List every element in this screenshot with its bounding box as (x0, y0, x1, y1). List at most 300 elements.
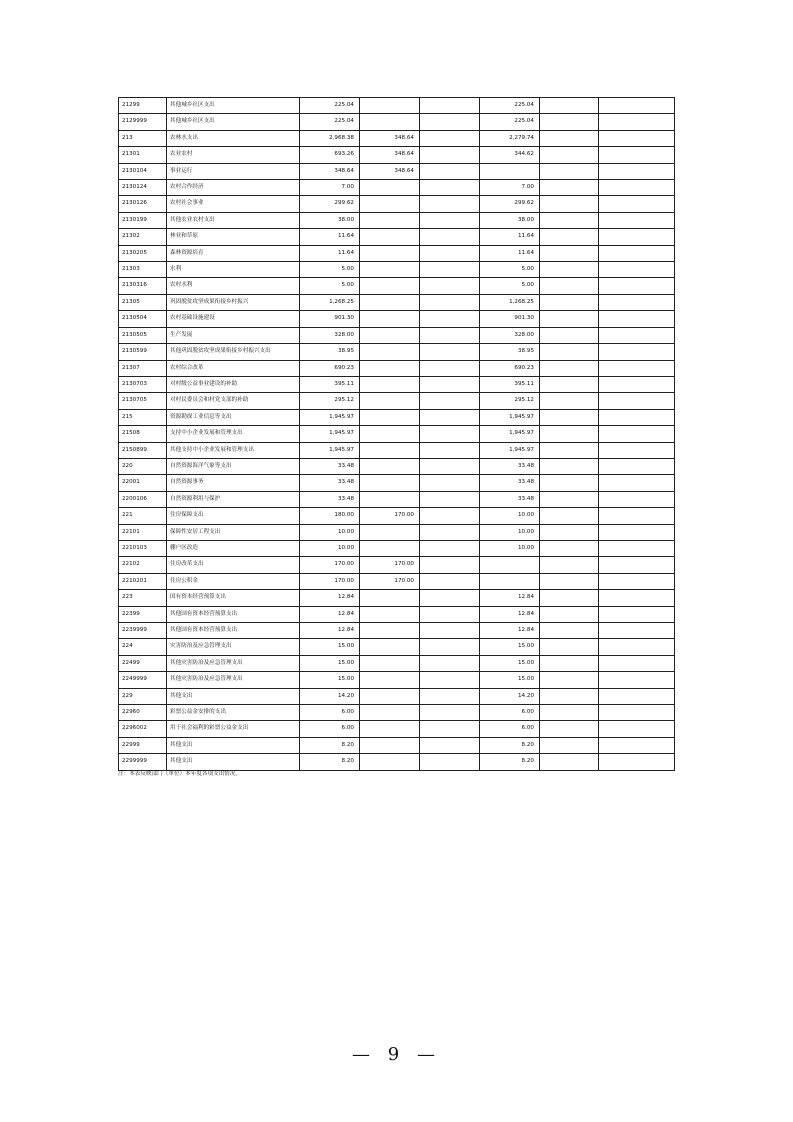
row-code: 2150899 (119, 442, 167, 458)
table-row (119, 623, 675, 639)
row-code: 2130126 (119, 196, 167, 212)
row-code: 220 (119, 458, 167, 474)
row-empty-cell (540, 147, 599, 163)
row-empty-cell (599, 229, 675, 245)
table-row (119, 721, 675, 737)
row-basic (360, 639, 420, 655)
row-empty-cell (420, 344, 480, 360)
row-basic (360, 688, 420, 704)
row-basic (360, 475, 420, 491)
row-project (480, 573, 540, 589)
row-total: 5.00 (300, 262, 360, 278)
row-total: 12.84 (300, 623, 360, 639)
row-empty-cell (420, 524, 480, 540)
row-total: 395.11 (300, 376, 360, 392)
table-row (119, 754, 675, 770)
row-empty-cell (540, 98, 599, 114)
row-code: 21508 (119, 426, 167, 442)
row-empty-cell (540, 212, 599, 228)
row-basic (360, 491, 420, 507)
row-basic (360, 278, 420, 294)
row-project: 395.11 (480, 376, 540, 392)
row-name: 其他灾害防治及应急管理支出 (167, 655, 300, 671)
row-total: 7.00 (300, 180, 360, 196)
row-code: 22999 (119, 737, 167, 753)
row-empty-cell (599, 458, 675, 474)
row-basic (360, 721, 420, 737)
row-empty-cell (599, 705, 675, 721)
row-code: 221 (119, 508, 167, 524)
row-project: 344.62 (480, 147, 540, 163)
row-name: 生产发展 (167, 327, 300, 343)
table-note: 注：本表反映部门（单位）本年度各项支出情况。 (118, 771, 242, 777)
table-row (119, 590, 675, 606)
row-name: 住房保障支出 (167, 508, 300, 524)
row-name: 其他国有资本经营预算支出 (167, 606, 300, 622)
row-project: 8.20 (480, 754, 540, 770)
row-empty-cell (599, 376, 675, 392)
row-total: 299.62 (300, 196, 360, 212)
row-total: 2,968.38 (300, 130, 360, 146)
row-code: 223 (119, 590, 167, 606)
row-project: 7.00 (480, 180, 540, 196)
row-empty-cell (420, 672, 480, 688)
table-row (119, 245, 675, 261)
row-name: 其他支持中小企业发展和管理支出 (167, 442, 300, 458)
table-row (119, 442, 675, 458)
row-code: 2210103 (119, 540, 167, 556)
row-empty-cell (540, 623, 599, 639)
row-code: 2130504 (119, 311, 167, 327)
row-total: 10.00 (300, 524, 360, 540)
row-basic (360, 376, 420, 392)
row-empty-cell (420, 376, 480, 392)
row-basic (360, 426, 420, 442)
row-code: 2129999 (119, 114, 167, 130)
table-row (119, 491, 675, 507)
row-name: 事业运行 (167, 163, 300, 179)
row-empty-cell (420, 491, 480, 507)
row-basic (360, 442, 420, 458)
row-name: 对村民委员会和村党支部的补助 (167, 393, 300, 409)
row-code: 22399 (119, 606, 167, 622)
row-empty-cell (599, 590, 675, 606)
row-basic: 170.00 (360, 508, 420, 524)
row-project: 1,268.25 (480, 294, 540, 310)
row-empty-cell (599, 606, 675, 622)
row-empty-cell (540, 409, 599, 425)
row-project: 10.00 (480, 524, 540, 540)
row-code: 224 (119, 639, 167, 655)
row-empty-cell (420, 590, 480, 606)
row-project: 33.48 (480, 475, 540, 491)
row-project: 14.20 (480, 688, 540, 704)
row-project: 11.64 (480, 229, 540, 245)
row-basic (360, 705, 420, 721)
row-project: 12.84 (480, 606, 540, 622)
row-project: 10.00 (480, 508, 540, 524)
row-project: 10.00 (480, 540, 540, 556)
row-total: 38.00 (300, 212, 360, 228)
row-empty-cell (540, 426, 599, 442)
row-total: 38.95 (300, 344, 360, 360)
row-basic (360, 311, 420, 327)
row-empty-cell (599, 491, 675, 507)
row-name: 其他城乡社区支出 (167, 98, 300, 114)
row-empty-cell (540, 557, 599, 573)
row-empty-cell (599, 573, 675, 589)
row-code: 21301 (119, 147, 167, 163)
row-code: 2130316 (119, 278, 167, 294)
row-empty-cell (599, 540, 675, 556)
table-row (119, 376, 675, 392)
row-project: 5.00 (480, 278, 540, 294)
row-empty-cell (540, 524, 599, 540)
table-row (119, 311, 675, 327)
row-empty-cell (420, 114, 480, 130)
row-empty-cell (599, 180, 675, 196)
row-empty-cell (599, 212, 675, 228)
table-row (119, 147, 675, 163)
table-row (119, 229, 675, 245)
row-empty-cell (599, 294, 675, 310)
table-row (119, 557, 675, 573)
row-project: 11.64 (480, 245, 540, 261)
row-code: 215 (119, 409, 167, 425)
row-empty-cell (599, 98, 675, 114)
row-empty-cell (540, 475, 599, 491)
row-name: 其他支出 (167, 737, 300, 753)
row-empty-cell (599, 754, 675, 770)
row-total: 14.20 (300, 688, 360, 704)
row-total: 12.84 (300, 590, 360, 606)
row-project: 8.20 (480, 737, 540, 753)
row-empty-cell (599, 196, 675, 212)
row-total: 170.00 (300, 573, 360, 589)
row-empty-cell (420, 360, 480, 376)
row-empty-cell (540, 491, 599, 507)
row-empty-cell (540, 229, 599, 245)
row-empty-cell (540, 754, 599, 770)
row-empty-cell (599, 311, 675, 327)
row-empty-cell (420, 754, 480, 770)
row-basic (360, 655, 420, 671)
row-project: 299.62 (480, 196, 540, 212)
table-row (119, 393, 675, 409)
row-empty-cell (540, 130, 599, 146)
row-basic (360, 590, 420, 606)
row-name: 水利 (167, 262, 300, 278)
row-project: 690.23 (480, 360, 540, 376)
row-project: 5.00 (480, 262, 540, 278)
row-empty-cell (599, 163, 675, 179)
row-name: 农村社会事业 (167, 196, 300, 212)
row-empty-cell (599, 147, 675, 163)
row-total: 690.23 (300, 360, 360, 376)
row-empty-cell (420, 655, 480, 671)
row-empty-cell (420, 475, 480, 491)
row-total: 11.64 (300, 245, 360, 261)
row-total: 1,945.97 (300, 409, 360, 425)
row-code: 2130205 (119, 245, 167, 261)
row-project: 6.00 (480, 705, 540, 721)
row-code: 2249999 (119, 672, 167, 688)
row-empty-cell (599, 130, 675, 146)
row-total: 295.12 (300, 393, 360, 409)
table-row (119, 180, 675, 196)
table-row (119, 688, 675, 704)
row-project: 2,279.74 (480, 130, 540, 146)
row-empty-cell (540, 311, 599, 327)
row-project: 901.30 (480, 311, 540, 327)
row-name: 资源勘探工业信息等支出 (167, 409, 300, 425)
table-row (119, 130, 675, 146)
table-row (119, 458, 675, 474)
row-project: 225.04 (480, 114, 540, 130)
table-row (119, 294, 675, 310)
row-basic: 348.64 (360, 147, 420, 163)
row-basic: 348.64 (360, 130, 420, 146)
row-code: 2130199 (119, 212, 167, 228)
row-name: 其他支出 (167, 754, 300, 770)
row-empty-cell (540, 278, 599, 294)
row-code: 2210201 (119, 573, 167, 589)
row-empty-cell (420, 163, 480, 179)
row-empty-cell (420, 540, 480, 556)
row-total: 225.04 (300, 114, 360, 130)
row-empty-cell (599, 721, 675, 737)
row-basic (360, 623, 420, 639)
row-empty-cell (420, 212, 480, 228)
row-project (480, 557, 540, 573)
row-empty-cell (540, 458, 599, 474)
row-basic (360, 196, 420, 212)
row-name: 住房改革支出 (167, 557, 300, 573)
table-row (119, 655, 675, 671)
row-total: 328.00 (300, 327, 360, 343)
row-project: 295.12 (480, 393, 540, 409)
row-empty-cell (420, 229, 480, 245)
row-empty-cell (420, 705, 480, 721)
row-code: 22001 (119, 475, 167, 491)
row-empty-cell (599, 344, 675, 360)
row-empty-cell (599, 245, 675, 261)
row-empty-cell (420, 180, 480, 196)
row-empty-cell (540, 196, 599, 212)
row-total: 11.64 (300, 229, 360, 245)
row-total: 1,268.25 (300, 294, 360, 310)
row-total: 8.20 (300, 754, 360, 770)
row-code: 22102 (119, 557, 167, 573)
row-basic (360, 98, 420, 114)
row-project: 328.00 (480, 327, 540, 343)
row-empty-cell (599, 409, 675, 425)
row-empty-cell (540, 442, 599, 458)
row-code: 229 (119, 688, 167, 704)
row-empty-cell (599, 278, 675, 294)
row-project: 12.84 (480, 590, 540, 606)
row-empty-cell (599, 623, 675, 639)
row-empty-cell (599, 475, 675, 491)
row-total: 693.26 (300, 147, 360, 163)
row-total: 1,945.97 (300, 426, 360, 442)
table-row (119, 672, 675, 688)
row-empty-cell (540, 327, 599, 343)
row-empty-cell (420, 573, 480, 589)
row-basic (360, 294, 420, 310)
row-project: 33.48 (480, 491, 540, 507)
row-empty-cell (420, 245, 480, 261)
table-row (119, 540, 675, 556)
row-total: 10.00 (300, 540, 360, 556)
table-row (119, 163, 675, 179)
row-code: 2130599 (119, 344, 167, 360)
row-project (480, 163, 540, 179)
row-basic (360, 360, 420, 376)
row-name: 其他城乡社区支出 (167, 114, 300, 130)
table-row (119, 262, 675, 278)
row-total: 15.00 (300, 639, 360, 655)
row-basic (360, 672, 420, 688)
row-empty-cell (420, 130, 480, 146)
row-basic: 348.64 (360, 163, 420, 179)
row-code: 22101 (119, 524, 167, 540)
row-empty-cell (540, 294, 599, 310)
table-row (119, 705, 675, 721)
table-row (119, 639, 675, 655)
row-name: 支持中小企业发展和管理支出 (167, 426, 300, 442)
row-total: 8.20 (300, 737, 360, 753)
row-name: 林业和草原 (167, 229, 300, 245)
row-project: 38.00 (480, 212, 540, 228)
row-project: 1,945.97 (480, 426, 540, 442)
row-total: 33.48 (300, 491, 360, 507)
row-empty-cell (420, 409, 480, 425)
row-empty-cell (540, 180, 599, 196)
row-name: 森林资源培育 (167, 245, 300, 261)
row-name: 住房公积金 (167, 573, 300, 589)
row-total: 33.48 (300, 458, 360, 474)
row-empty-cell (540, 540, 599, 556)
row-empty-cell (540, 672, 599, 688)
row-empty-cell (599, 327, 675, 343)
row-code: 2130705 (119, 393, 167, 409)
table-row (119, 344, 675, 360)
row-code: 21302 (119, 229, 167, 245)
row-code: 22499 (119, 655, 167, 671)
row-basic (360, 458, 420, 474)
row-empty-cell (420, 458, 480, 474)
row-name: 其他灾害防治及应急管理支出 (167, 672, 300, 688)
row-empty-cell (420, 327, 480, 343)
row-empty-cell (599, 655, 675, 671)
row-name: 农村综合改革 (167, 360, 300, 376)
row-name: 其他农业农村支出 (167, 212, 300, 228)
row-name: 农村合作经济 (167, 180, 300, 196)
row-name: 保障性安居工程支出 (167, 524, 300, 540)
row-project: 1,945.97 (480, 409, 540, 425)
row-basic (360, 327, 420, 343)
row-total: 6.00 (300, 721, 360, 737)
row-name: 彩票公益金安排的支出 (167, 705, 300, 721)
row-total: 5.00 (300, 278, 360, 294)
row-empty-cell (420, 426, 480, 442)
row-name: 农村水利 (167, 278, 300, 294)
row-project: 6.00 (480, 721, 540, 737)
row-project: 12.84 (480, 623, 540, 639)
row-empty-cell (540, 721, 599, 737)
row-code: 21299 (119, 98, 167, 114)
row-empty-cell (540, 344, 599, 360)
row-empty-cell (540, 360, 599, 376)
page-number: — 9 — (352, 1044, 441, 1065)
row-project: 1,945.97 (480, 442, 540, 458)
row-empty-cell (420, 688, 480, 704)
row-name: 农业农村 (167, 147, 300, 163)
row-empty-cell (599, 393, 675, 409)
row-empty-cell (420, 98, 480, 114)
row-empty-cell (599, 114, 675, 130)
table-row (119, 475, 675, 491)
table-row (119, 426, 675, 442)
row-empty-cell (599, 262, 675, 278)
row-name: 其他国有资本经营预算支出 (167, 623, 300, 639)
row-name: 其他支出 (167, 688, 300, 704)
row-empty-cell (540, 163, 599, 179)
row-total: 901.30 (300, 311, 360, 327)
row-name: 农村基础设施建设 (167, 311, 300, 327)
row-project: 225.04 (480, 98, 540, 114)
row-code: 21305 (119, 294, 167, 310)
table-row (119, 114, 675, 130)
table-row (119, 606, 675, 622)
row-empty-cell (420, 508, 480, 524)
row-basic (360, 754, 420, 770)
row-code: 21303 (119, 262, 167, 278)
row-name: 农林水支出 (167, 130, 300, 146)
row-empty-cell (420, 639, 480, 655)
row-empty-cell (599, 672, 675, 688)
row-name: 灾害防治及应急管理支出 (167, 639, 300, 655)
row-empty-cell (540, 114, 599, 130)
row-total: 6.00 (300, 705, 360, 721)
row-empty-cell (420, 442, 480, 458)
row-empty-cell (599, 442, 675, 458)
row-empty-cell (540, 508, 599, 524)
row-basic (360, 606, 420, 622)
row-code: 2130124 (119, 180, 167, 196)
row-empty-cell (420, 294, 480, 310)
row-name: 自然资源事务 (167, 475, 300, 491)
row-empty-cell (599, 737, 675, 753)
row-basic (360, 409, 420, 425)
row-empty-cell (420, 311, 480, 327)
row-basic (360, 114, 420, 130)
row-empty-cell (540, 606, 599, 622)
row-empty-cell (420, 557, 480, 573)
row-basic (360, 393, 420, 409)
row-name: 国有资本经营预算支出 (167, 590, 300, 606)
row-empty-cell (599, 426, 675, 442)
row-empty-cell (540, 705, 599, 721)
row-project: 15.00 (480, 655, 540, 671)
row-empty-cell (599, 557, 675, 573)
row-total: 33.48 (300, 475, 360, 491)
row-total: 1,945.97 (300, 442, 360, 458)
row-name: 巩固脱贫攻坚成果衔接乡村振兴 (167, 294, 300, 310)
row-total: 180.00 (300, 508, 360, 524)
row-empty-cell (599, 360, 675, 376)
